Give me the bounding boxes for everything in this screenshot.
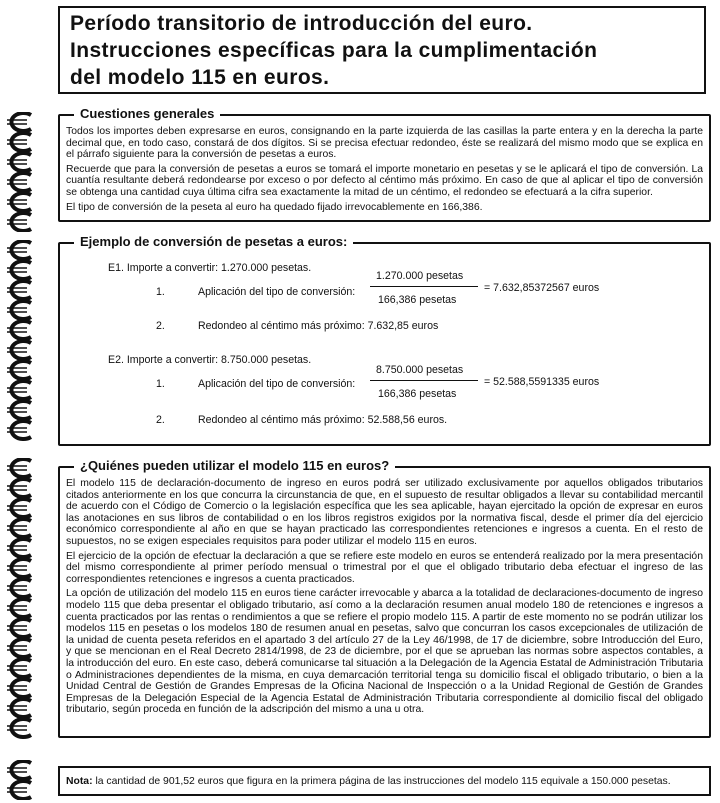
title-line-3: del modelo 115 en euros. (70, 66, 330, 89)
example-2-step-2-number: 2. (156, 414, 165, 426)
example-2-label: E2. Importe a convertir: 8.750.000 pesetas. (108, 354, 312, 366)
example-1-step-2-text: Redondeo al céntimo más próximo: 7.632,85 euros (198, 320, 439, 332)
euro-symbol-icon (7, 153, 31, 171)
euro-symbol-icon (7, 193, 31, 211)
general-questions-body (66, 126, 703, 216)
conversion-example-heading: Ejemplo de conversión de pesetas a euros: (74, 234, 353, 249)
euro-symbol-icon (7, 173, 31, 191)
euro-symbol-icon (7, 719, 31, 737)
note-box (58, 766, 711, 796)
example-2-fraction-bar (370, 380, 478, 381)
example-1-step-1-number: 1. (156, 286, 165, 298)
who-can-use-heading: ¿Quiénes pueden utilizar el modelo 115 en euros? (74, 458, 395, 473)
euro-symbol-icon (7, 659, 31, 677)
example-1-step-1-text: Aplicación del tipo de conversión: (198, 286, 356, 298)
title-line-1: Período transitorio de introducción del euro. (70, 12, 533, 35)
paragraph: El tipo de conversión de la peseta al euro ha quedado fijado irrevocablemente en 166,386. (66, 201, 483, 213)
euro-symbol-icon (7, 479, 31, 497)
euro-symbol-icon (7, 421, 31, 439)
euro-symbol-icon (7, 619, 31, 637)
euro-symbol-icon (7, 241, 31, 259)
example-1-result: = 7.632,85372567 euros (484, 282, 600, 294)
euro-symbol-icon (7, 559, 31, 577)
euro-symbol-icon (7, 133, 31, 151)
paragraph: Todos los importes deben expresarse en euros, consignando en la parte izquierda de las casillas la parte entera y en la derecha la parte decimal que, en todo caso, constará de dos dígitos. Si se precisa efectuar redondeo, éste se realizará del mismo modo que se explica en el párrafo siguiente para la conversión de pesetas a euros. (66, 126, 703, 161)
example-1-fraction-bar (370, 286, 478, 287)
euro-symbol-icon (7, 699, 31, 717)
general-questions-box (58, 106, 711, 222)
euro-symbol-icon (7, 301, 31, 319)
example-2-result: = 52.588,5591335 euros (484, 376, 600, 388)
euro-symbol-icon (7, 459, 31, 477)
example-2-step-1-number: 1. (156, 378, 165, 390)
title-line-2: Instrucciones específicas para la cumplimentación (70, 39, 598, 62)
example-1-numerator: 1.270.000 pesetas (376, 270, 464, 282)
example-1-step-2-number: 2. (156, 320, 165, 332)
euro-symbol-icon (7, 599, 31, 617)
euro-symbol-icon (7, 321, 31, 339)
euro-symbol-icon (7, 281, 31, 299)
euro-symbol-icon (7, 679, 31, 697)
note-text: la cantidad de 901,52 euros que figura en la primera página de las instrucciones del modelo 115 equivale a 150.000 pesetas. (92, 776, 671, 787)
euro-stripe-decoration-4 (3, 760, 39, 800)
euro-symbol-icon (7, 639, 31, 657)
general-questions-heading: Cuestiones generales (74, 106, 220, 121)
euro-stripe-decoration-2 (3, 240, 39, 452)
example-2-step-1-text: Aplicación del tipo de conversión: (198, 378, 356, 390)
euro-symbol-icon (7, 761, 31, 779)
euro-symbol-icon (7, 381, 31, 399)
euro-symbol-icon (7, 519, 31, 537)
euro-symbol-icon (7, 261, 31, 279)
euro-symbol-icon (7, 579, 31, 597)
euro-symbol-icon (7, 401, 31, 419)
paragraph: El modelo 115 de declaración-documento de ingreso en euros podrá ser utilizado exclusivamente por aquellos obligados tributarios citados anteriormente en los que concurra la circunstancia de que, en el supuesto de resultar obligados a llevar su contabilidad mercantil de acuerdo con el Código de Comercio o la legislación específica que les sea aplicable, hayan ejercitado la opción de expresar en euros las anotaciones en sus libros de contabilidad o en los libros registros exigidos por la normativa fiscal, desde el primer día del ejercicio económico correspondiente al año en que se hayan practicado las correspondientes retenciones e ingresos a cuenta. En el resto de supuestos, no se exigen especiales requisitos para poder utilizar el modelo 115 en euros. (66, 478, 703, 547)
euro-symbol-icon (7, 213, 31, 231)
paragraph: La opción de utilización del modelo 115 en euros tiene carácter irrevocable y abarca a la totalidad de declaraciones-documento de ingreso modelo 115 que deba presentar el obligado tributario, así como a la declaración resumen anual modelo 180 de retenciones e ingresos a cuenta practicados por las rentas o rendimientos a que se refiere el propio modelo 115. A partir de este momento no se podrán utilizar los modelos 115 en pesetas o los modelos 180 de resumen anual en pesetas, salvo que concurran los casos excepcionales de utilización de la unidad de cuenta peseta referidos en el apartado 3 del artículo 27 de la Ley 46/1998, de 17 de diciembre, sobre Introducción del Euro, y que se mencionan en el Real Decreto 2814/1998, de 23 de diciembre, por el que se aprueban las normas sobre aspectos contables, a la introducción del euro. En este caso, deberá comunicarse tal situación a la Delegación de la Agencia Estatal de Administración Tributaria o Administraciones dependientes de la misma, en cuya demarcación territorial tenga su domicilio fiscal el obligado tributario, o bien a la Unidad Central de Gestión de Grandes Empresas de la Oficina Nacional de Inspección o a la Unidad Regional de Gestión de Grandes Empresas de la Delegación Especial de la Agencia Estatal de Administración Tributaria correspondiente al domicilio fiscal del obligado tributario, según proceda en función de la adscripción del mismo a una u otra. (66, 588, 703, 716)
example-1-label: E1. Importe a convertir: 1.270.000 pesetas. (108, 262, 312, 274)
euro-stripe-decoration-3 (3, 458, 39, 744)
euro-symbol-icon (7, 539, 31, 557)
example-2-numerator: 8.750.000 pesetas (376, 364, 464, 376)
euro-symbol-icon (7, 113, 31, 131)
euro-stripe-decoration-1 (3, 112, 39, 232)
example-2-step-2-text: Redondeo al céntimo más próximo: 52.588,56 euros. (198, 414, 448, 426)
paragraph: Recuerde que para la conversión de pesetas a euros se tomará el importe monetario en pesetas y se le aplicará el tipo de conversión. La cuantía resultante deberá redondearse por exceso o por defecto al céntimo más próximo. En caso de que al aplicar el tipo de conversión se obtenga una cantidad cuya última cifra sea exactamente la mitad de un céntimo, el redondeo se efectuará a la cifra superior. (66, 163, 703, 198)
paragraph: El ejercicio de la opción de efectuar la declaración a que se refiere este modelo en euros se entenderá realizado por la mera presentación del mismo correspondiente al primer período mensual o trimestral por el que el obligado tributario deba efectuar el ingreso de las correspondientes retenciones e ingresos a cuenta practicados. (66, 550, 703, 585)
note-label: Nota: (66, 776, 93, 787)
euro-symbol-icon (7, 499, 31, 517)
example-1-denominator: 166,386 pesetas (378, 294, 457, 306)
euro-symbol-icon (7, 781, 31, 799)
euro-symbol-icon (7, 361, 31, 379)
conversion-example-box (58, 234, 711, 446)
example-2-denominator: 166,386 pesetas (378, 388, 457, 400)
euro-symbol-icon (7, 341, 31, 359)
who-can-use-box (58, 458, 711, 738)
who-can-use-body (66, 478, 703, 719)
document-title-box (58, 6, 706, 94)
